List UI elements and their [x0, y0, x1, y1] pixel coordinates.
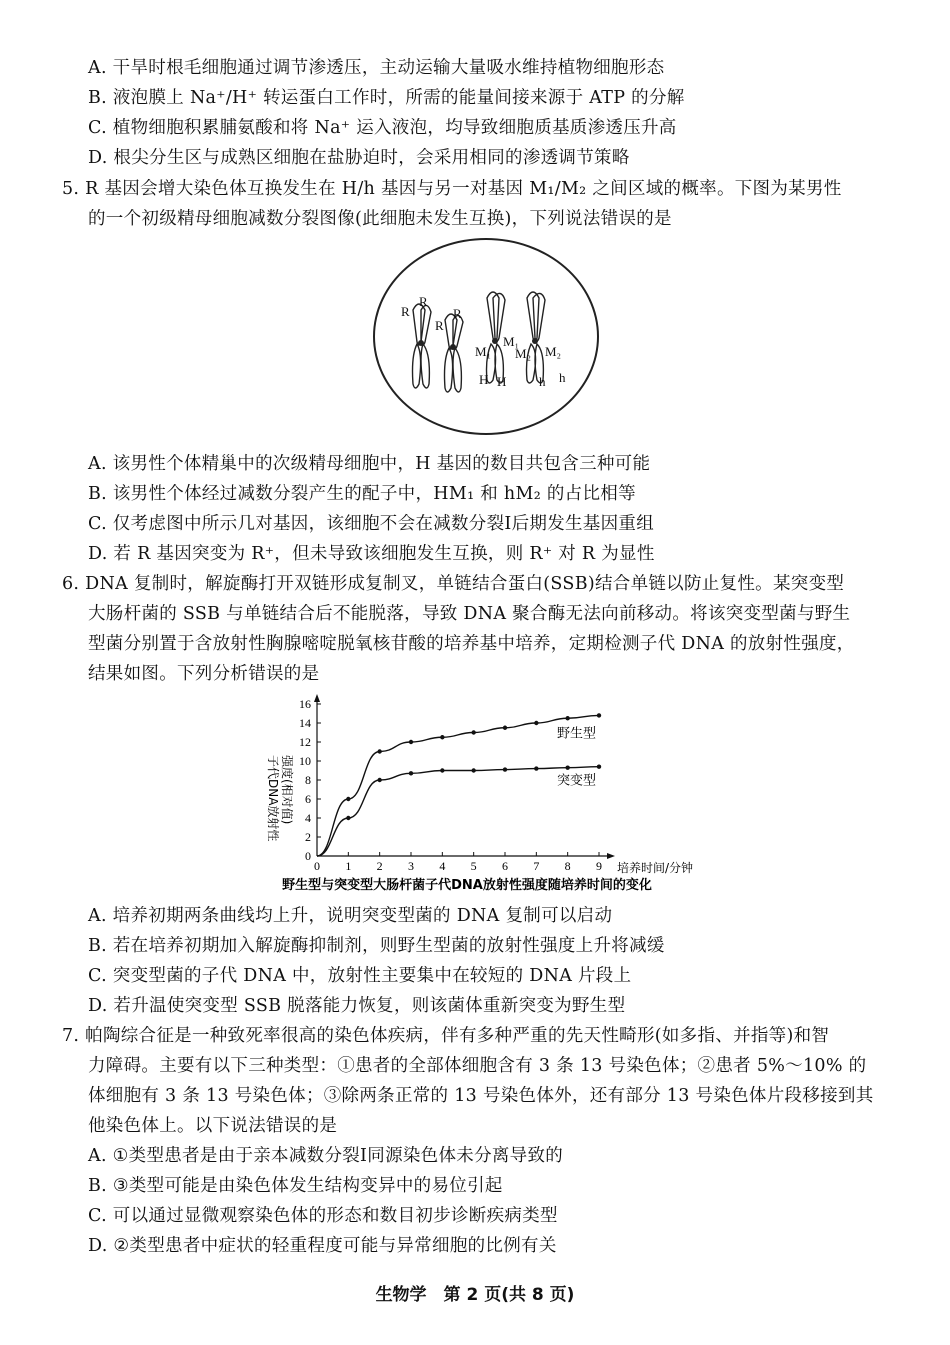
- q6-option-d: D. 若升温使突变型 SSB 脱落能力恢复，则该菌体重新突变为野生型: [88, 996, 626, 1016]
- q7-option-d: D. ②类型患者中症状的轻重程度可能与异常细胞的比例有关: [88, 1236, 557, 1256]
- data-point: [503, 726, 507, 730]
- x-tick-label: 6: [502, 859, 508, 873]
- data-point: [377, 778, 381, 782]
- gene-label: M₁: [475, 344, 492, 359]
- q5-stem-line1: 5. R 基因会增大染色体互换发生在 H/h 基因与另一对基因 M₁/M₂ 之间区域的概率。下图为某男性: [62, 179, 842, 199]
- q4-option-b: B. 液泡膜上 Na⁺/H⁺ 转运蛋白工作时，所需的能量间接来源于 ATP 的分解: [88, 88, 685, 108]
- q7-stem-line2: 力障碍。主要有以下三种类型：①患者的全部体细胞含有 3 条 13 号染色体；②患者 5%～10% 的: [88, 1056, 867, 1076]
- x-tick-label: 8: [564, 859, 571, 873]
- y-tick-label: 16: [299, 697, 311, 711]
- q5-option-b: B. 该男性个体经过减数分裂产生的配子中，HM₁ 和 hM₂ 的占比相等: [88, 484, 636, 504]
- q5-option-a: A. 该男性个体精巢中的次级精母细胞中，H 基因的数目共包含三种可能: [88, 454, 651, 474]
- q4-option-d: D. 根尖分生区与成熟区细胞在盐胁迫时，会采用相同的渗透调节策略: [88, 148, 630, 168]
- x-axis-label: 培养时间/分钟: [617, 861, 694, 875]
- x-tick-label: 5: [470, 859, 477, 873]
- y-tick-label: 8: [305, 773, 311, 787]
- y-tick-label: 2: [305, 830, 311, 844]
- cell-diagram: [373, 238, 599, 435]
- q7-stem-line4: 他染色体上。以下说法错误的是: [88, 1116, 338, 1136]
- x-tick-label: 4: [439, 859, 446, 873]
- gene-label: h: [559, 370, 566, 385]
- q6-option-b: B. 若在培养初期加入解旋酶抑制剂，则野生型菌的放射性强度上升将减缓: [88, 936, 665, 956]
- y-tick-label: 10: [299, 754, 311, 768]
- gene-label: M₂: [545, 344, 562, 359]
- data-point: [534, 721, 538, 725]
- radioactivity-chart: [255, 693, 715, 898]
- gene-label: R: [419, 294, 428, 309]
- x-tick-label: 0: [314, 859, 320, 873]
- gene-label: H: [479, 372, 489, 387]
- x-tick-label: 1: [345, 859, 352, 873]
- page-footer: 生物学 第 2 页(共 8 页): [375, 1285, 575, 1305]
- x-tick-label: 3: [408, 859, 414, 873]
- data-point: [534, 766, 538, 770]
- x-tick-label: 2: [376, 859, 383, 873]
- x-tick-label: 9: [596, 859, 602, 873]
- x-tick-label: 7: [533, 859, 540, 873]
- y-tick-label: 14: [299, 716, 311, 730]
- gene-label: H: [497, 374, 507, 389]
- series-label: 野生型: [557, 726, 597, 742]
- series-label: 突变型: [557, 773, 597, 789]
- y-tick-label: 4: [305, 811, 311, 825]
- data-point: [440, 735, 444, 739]
- chart-caption: 野生型与突变型大肠杆菌子代DNA放射性强度随培养时间的变化: [282, 878, 652, 893]
- q4-option-c: C. 植物细胞积累脯氨酸和将 Na⁺ 运入液泡，均导致细胞质基质渗透压升高: [88, 118, 677, 138]
- q6-stem-line1: 6. DNA 复制时，解旋酶打开双链形成复制叉，单链结合蛋白(SSB)结合单链以防止复性。某突变型: [62, 574, 845, 594]
- gene-label: R: [401, 304, 410, 319]
- gene-label: R: [435, 318, 444, 333]
- chromosome-figure: [375, 240, 597, 433]
- data-point: [597, 713, 601, 717]
- data-point: [471, 730, 475, 734]
- q7-stem-line3: 体细胞有 3 条 13 号染色体；③除两条正常的 13 号染色体外，还有部分 13 号染色体片段移接到其: [88, 1086, 874, 1106]
- y-tick-label: 12: [299, 735, 311, 749]
- data-point: [346, 797, 350, 801]
- data-point: [565, 716, 569, 720]
- q6-option-c: C. 突变型菌的子代 DNA 中，放射性主要集中在较短的 DNA 片段上: [88, 966, 632, 986]
- data-point: [471, 768, 475, 772]
- gene-label: M₂: [515, 346, 532, 361]
- y-axis-label: 强度(相对值): [280, 755, 294, 825]
- y-axis-label: 子代DNA放射性: [266, 755, 280, 842]
- q6-stem-line2: 大肠杆菌的 SSB 与单链结合后不能脱落，导致 DNA 聚合酶无法向前移动。将该突变型菌与野生: [88, 604, 851, 624]
- data-point: [440, 768, 444, 772]
- q6-stem-line4: 结果如图。下列分析错误的是: [88, 664, 320, 684]
- gene-label: R: [453, 306, 462, 321]
- data-point: [597, 765, 601, 769]
- q4-option-a: A. 干旱时根毛细胞通过调节渗透压，主动运输大量吸水维持植物细胞形态: [88, 58, 665, 78]
- data-point: [409, 771, 413, 775]
- data-point: [409, 740, 413, 744]
- y-tick-label: 6: [305, 792, 311, 806]
- data-point: [377, 749, 381, 753]
- y-tick-label: 0: [305, 849, 311, 863]
- data-point: [503, 767, 507, 771]
- q7-option-c: C. 可以通过显微观察染色体的形态和数目初步诊断疾病类型: [88, 1206, 558, 1226]
- q7-stem-line1: 7. 帕陶综合征是一种致死率很高的染色体疾病，伴有多种严重的先天性畸形(如多指、并指等)和智: [62, 1026, 830, 1046]
- q7-option-b: B. ③类型可能是由染色体发生结构变异中的易位引起: [88, 1176, 503, 1196]
- gene-label: M₁: [503, 334, 520, 349]
- gene-label: h: [539, 374, 546, 389]
- data-point: [565, 765, 569, 769]
- x-axis-arrow: [607, 853, 615, 859]
- q5-option-d: D. 若 R 基因突变为 R⁺，但未导致该细胞发生互换，则 R⁺ 对 R 为显性: [88, 544, 655, 564]
- data-point: [346, 816, 350, 820]
- y-axis-arrow: [314, 694, 320, 702]
- chart-svg: [255, 693, 715, 898]
- q5-stem-line2: 的一个初级精母细胞减数分裂图像(此细胞未发生互换)，下列说法错误的是: [88, 209, 672, 229]
- q6-stem-line3: 型菌分别置于含放射性胸腺嘧啶脱氧核苷酸的培养基中培养，定期检测子代 DNA 的放射性强度，: [88, 634, 855, 654]
- q6-option-a: A. 培养初期两条曲线均上升，说明突变型菌的 DNA 复制可以启动: [88, 906, 613, 926]
- q5-option-c: C. 仅考虑图中所示几对基因，该细胞不会在减数分裂Ⅰ后期发生基因重组: [88, 514, 655, 534]
- q7-option-a: A. ①类型患者是由于亲本减数分裂Ⅰ同源染色体未分离导致的: [88, 1146, 564, 1166]
